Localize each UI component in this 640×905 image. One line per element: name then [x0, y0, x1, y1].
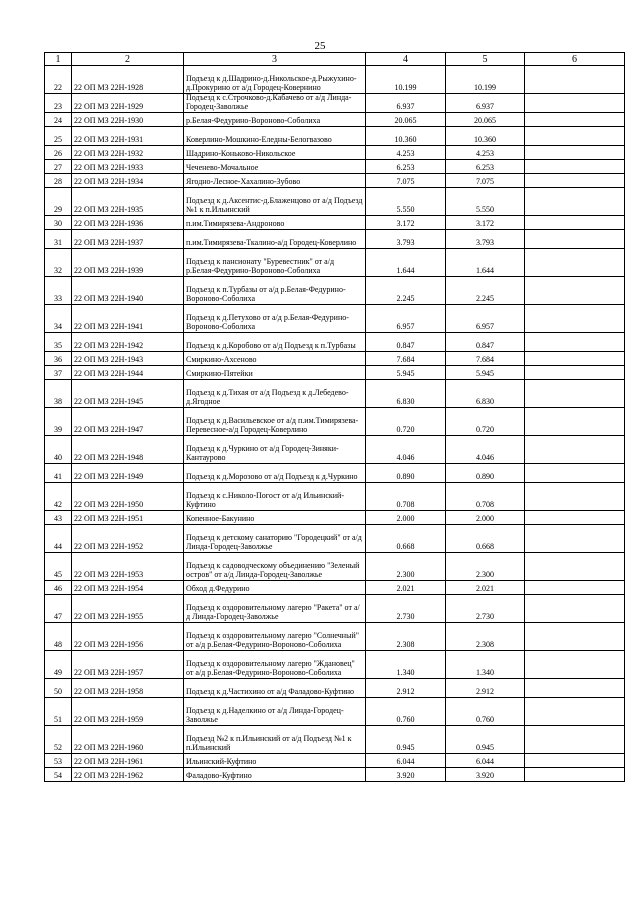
road-code: 22 ОП МЗ 22Н-1936 — [72, 216, 184, 230]
road-length-total: 5.550 — [446, 188, 525, 216]
table-row — [45, 483, 625, 511]
road-length-total: 20.065 — [446, 113, 525, 127]
road-length-total: 3.920 — [446, 768, 525, 782]
road-code: 22 ОП МЗ 22Н-1947 — [72, 408, 184, 436]
road-code: 22 ОП МЗ 22Н-1958 — [72, 679, 184, 698]
road-length-total: 6.957 — [446, 305, 525, 333]
road-name: Подъезд к оздоровительному лагерю "Солнечный" от а/д р.Белая-Федурино-Вороново-Соболиха — [184, 623, 366, 651]
table-row — [45, 436, 625, 464]
road-name: Подъезд к с.Строчково-д.Кабачево от а/д Линда-Городец-Заволжье — [184, 94, 366, 113]
road-notes — [525, 754, 625, 768]
column-header: 2 — [72, 53, 184, 66]
road-length: 7.684 — [366, 352, 446, 366]
road-name: Подъезд к д.Петухово от а/д р.Белая-Федурино-Вороново-Соболиха — [184, 305, 366, 333]
road-name: Подъезд к д.Шадрино-д.Никольское-д.Рыжухино-д.Прокурино от а/д Городец-Ковернино — [184, 66, 366, 94]
road-length-total: 7.075 — [446, 174, 525, 188]
road-code: 22 ОП МЗ 22Н-1944 — [72, 366, 184, 380]
road-length: 2.021 — [366, 581, 446, 595]
road-notes — [525, 483, 625, 511]
road-code: 22 ОП МЗ 22Н-1961 — [72, 754, 184, 768]
road-length-total: 2.912 — [446, 679, 525, 698]
row-number: 30 — [45, 216, 72, 230]
road-notes — [525, 595, 625, 623]
table-row — [45, 230, 625, 249]
road-name: Обход д.Федурино — [184, 581, 366, 595]
road-code: 22 ОП МЗ 22Н-1943 — [72, 352, 184, 366]
row-number: 35 — [45, 333, 72, 352]
row-number: 47 — [45, 595, 72, 623]
road-length-total: 6.937 — [446, 94, 525, 113]
road-length: 1.340 — [366, 651, 446, 679]
table-row — [45, 768, 625, 782]
road-length: 3.793 — [366, 230, 446, 249]
road-length: 4.046 — [366, 436, 446, 464]
road-length: 0.945 — [366, 726, 446, 754]
road-name: п.им.Тимирязева-Ткалино-а/д Городец-Коверлино — [184, 230, 366, 249]
road-name: Подъезд к садоводческому объединению "Зеленый остров" от а/д Линда-Городец-Заволжье — [184, 553, 366, 581]
road-notes — [525, 333, 625, 352]
road-name: Подъезд к д.Морозово от а/д Подъезд к д.Чуркино — [184, 464, 366, 483]
table-row — [45, 188, 625, 216]
table-row — [45, 511, 625, 525]
road-code: 22 ОП МЗ 22Н-1945 — [72, 380, 184, 408]
road-notes — [525, 698, 625, 726]
road-code: 22 ОП МЗ 22Н-1939 — [72, 249, 184, 277]
table-row — [45, 651, 625, 679]
road-name: Подъезд к детскому санаторию "Городецкий" от а/д Линда-Городец-Заволжье — [184, 525, 366, 553]
road-name: Подъезд к д.Тихая от а/д Подъезд к д.Лебедево-д.Ягодное — [184, 380, 366, 408]
road-length: 2.000 — [366, 511, 446, 525]
road-length-total: 0.708 — [446, 483, 525, 511]
table-row — [45, 113, 625, 127]
road-length-total: 7.684 — [446, 352, 525, 366]
row-number: 26 — [45, 146, 72, 160]
road-code: 22 ОП МЗ 22Н-1951 — [72, 511, 184, 525]
road-length-total: 2.000 — [446, 511, 525, 525]
road-name: Подъезд к д.Аксентис-д.Блаженцово от а/д Подъезд №1 к п.Ильинский — [184, 188, 366, 216]
road-notes — [525, 127, 625, 146]
row-number: 25 — [45, 127, 72, 146]
row-number: 39 — [45, 408, 72, 436]
row-number: 42 — [45, 483, 72, 511]
table-row — [45, 525, 625, 553]
page-number: 25 — [314, 40, 326, 52]
road-notes — [525, 436, 625, 464]
road-notes — [525, 230, 625, 249]
row-number: 24 — [45, 113, 72, 127]
table-row — [45, 66, 625, 94]
table-row — [45, 754, 625, 768]
road-notes — [525, 553, 625, 581]
road-notes — [525, 66, 625, 94]
row-number: 27 — [45, 160, 72, 174]
row-number: 32 — [45, 249, 72, 277]
row-number: 31 — [45, 230, 72, 249]
table-row — [45, 408, 625, 436]
road-length: 0.760 — [366, 698, 446, 726]
road-length-total: 0.720 — [446, 408, 525, 436]
row-number: 22 — [45, 66, 72, 94]
row-number: 23 — [45, 94, 72, 113]
road-length: 3.920 — [366, 768, 446, 782]
table-row — [45, 679, 625, 698]
road-notes — [525, 464, 625, 483]
road-length: 2.245 — [366, 277, 446, 305]
road-notes — [525, 679, 625, 698]
table-row — [45, 94, 625, 113]
road-length-total: 0.945 — [446, 726, 525, 754]
road-code: 22 ОП МЗ 22Н-1956 — [72, 623, 184, 651]
road-code: 22 ОП МЗ 22Н-1941 — [72, 305, 184, 333]
road-length-total: 10.360 — [446, 127, 525, 146]
row-number: 54 — [45, 768, 72, 782]
road-name: Подъезд к пансионату "Буревестник" от а/д р.Белая-Федурино-Вороново-Соболиха — [184, 249, 366, 277]
road-notes — [525, 113, 625, 127]
road-length: 5.550 — [366, 188, 446, 216]
road-name: Подъезд к оздоровительному лагерю "Ракета" от а/д Линда-Городец-Заволжье — [184, 595, 366, 623]
row-number: 48 — [45, 623, 72, 651]
road-length: 5.945 — [366, 366, 446, 380]
road-code: 22 ОП МЗ 22Н-1948 — [72, 436, 184, 464]
table-row — [45, 249, 625, 277]
road-code: 22 ОП МЗ 22Н-1953 — [72, 553, 184, 581]
road-notes — [525, 623, 625, 651]
table-row — [45, 366, 625, 380]
road-length-total: 6.044 — [446, 754, 525, 768]
road-notes — [525, 146, 625, 160]
table-row — [45, 553, 625, 581]
row-number: 51 — [45, 698, 72, 726]
roads-table — [44, 52, 625, 782]
road-length: 6.937 — [366, 94, 446, 113]
column-header: 1 — [45, 53, 72, 66]
road-name: Смиркино-Пятейки — [184, 366, 366, 380]
road-notes — [525, 651, 625, 679]
table-row — [45, 380, 625, 408]
road-length: 6.957 — [366, 305, 446, 333]
road-name: п.им.Тимирязева-Андроново — [184, 216, 366, 230]
table-row — [45, 698, 625, 726]
road-length: 7.075 — [366, 174, 446, 188]
row-number: 40 — [45, 436, 72, 464]
road-length: 4.253 — [366, 146, 446, 160]
road-notes — [525, 305, 625, 333]
road-notes — [525, 94, 625, 113]
road-name: Подъезд к оздоровительному лагерю "Ждановец" от а/д р.Белая-Федурино-Вороново-Соболиха — [184, 651, 366, 679]
road-code: 22 ОП МЗ 22Н-1957 — [72, 651, 184, 679]
table-row — [45, 305, 625, 333]
column-header: 4 — [366, 53, 446, 66]
table-row — [45, 333, 625, 352]
road-code: 22 ОП МЗ 22Н-1934 — [72, 174, 184, 188]
road-length-total: 0.760 — [446, 698, 525, 726]
road-notes — [525, 525, 625, 553]
table-row — [45, 623, 625, 651]
row-number: 49 — [45, 651, 72, 679]
road-name: Подъезд к д.Частихино от а/д Фаладово-Куфтино — [184, 679, 366, 698]
road-length: 20.065 — [366, 113, 446, 127]
road-code: 22 ОП МЗ 22Н-1955 — [72, 595, 184, 623]
road-length: 3.172 — [366, 216, 446, 230]
road-notes — [525, 160, 625, 174]
row-number: 43 — [45, 511, 72, 525]
road-name: р.Белая-Федурино-Вороново-Соболиха — [184, 113, 366, 127]
road-length-total: 10.199 — [446, 66, 525, 94]
row-number: 37 — [45, 366, 72, 380]
road-length: 1.644 — [366, 249, 446, 277]
road-length-total: 5.945 — [446, 366, 525, 380]
road-name: Подъезд к с.Николо-Погост от а/д Ильинский-Куфтино — [184, 483, 366, 511]
road-notes — [525, 174, 625, 188]
road-name: Копенное-Бакунино — [184, 511, 366, 525]
road-length: 0.890 — [366, 464, 446, 483]
road-length: 10.360 — [366, 127, 446, 146]
road-length-total: 1.644 — [446, 249, 525, 277]
table-row — [45, 127, 625, 146]
row-number: 44 — [45, 525, 72, 553]
table-row — [45, 174, 625, 188]
road-code: 22 ОП МЗ 22Н-1930 — [72, 113, 184, 127]
column-header: 3 — [184, 53, 366, 66]
road-notes — [525, 216, 625, 230]
column-header: 5 — [446, 53, 525, 66]
road-length: 0.847 — [366, 333, 446, 352]
row-number: 53 — [45, 754, 72, 768]
row-number: 33 — [45, 277, 72, 305]
row-number: 36 — [45, 352, 72, 366]
road-length: 2.300 — [366, 553, 446, 581]
road-code: 22 ОП МЗ 22Н-1935 — [72, 188, 184, 216]
road-name: Коверлино-Мошкино-Еледны-Белогвазово — [184, 127, 366, 146]
road-code: 22 ОП МЗ 22Н-1954 — [72, 581, 184, 595]
road-code: 22 ОП МЗ 22Н-1962 — [72, 768, 184, 782]
road-code: 22 ОП МЗ 22Н-1940 — [72, 277, 184, 305]
table-row — [45, 581, 625, 595]
road-code: 22 ОП МЗ 22Н-1931 — [72, 127, 184, 146]
column-header: 6 — [525, 53, 625, 66]
road-notes — [525, 408, 625, 436]
table-row — [45, 277, 625, 305]
row-number: 38 — [45, 380, 72, 408]
road-length-total: 6.830 — [446, 380, 525, 408]
table-row — [45, 595, 625, 623]
row-number: 50 — [45, 679, 72, 698]
road-code: 22 ОП МЗ 22Н-1929 — [72, 94, 184, 113]
road-length: 0.720 — [366, 408, 446, 436]
road-notes — [525, 581, 625, 595]
road-length: 2.308 — [366, 623, 446, 651]
road-code: 22 ОП МЗ 22Н-1949 — [72, 464, 184, 483]
road-code: 22 ОП МЗ 22Н-1960 — [72, 726, 184, 754]
road-code: 22 ОП МЗ 22Н-1959 — [72, 698, 184, 726]
road-length: 6.253 — [366, 160, 446, 174]
table-header-row — [45, 53, 625, 66]
road-length: 0.708 — [366, 483, 446, 511]
row-number: 45 — [45, 553, 72, 581]
road-name: Подъезд №2 к п.Ильинский от а/д Подъезд №1 к п.Ильинский — [184, 726, 366, 754]
road-code: 22 ОП МЗ 22Н-1933 — [72, 160, 184, 174]
road-name: Ягодно-Лесное-Хахалино-Зубово — [184, 174, 366, 188]
table-row — [45, 464, 625, 483]
road-length-total: 2.300 — [446, 553, 525, 581]
road-length: 6.044 — [366, 754, 446, 768]
road-notes — [525, 366, 625, 380]
road-notes — [525, 511, 625, 525]
table-body — [45, 66, 625, 782]
road-name: Смиркино-Ахсеново — [184, 352, 366, 366]
road-name: Подъезд к д.Васильевское от а/д п.им.Тимирязева-Перевесное-а/д Городец-Коверлино — [184, 408, 366, 436]
road-length-total: 2.021 — [446, 581, 525, 595]
road-name: Шадрино-Коньково-Никольское — [184, 146, 366, 160]
road-code: 22 ОП МЗ 22Н-1937 — [72, 230, 184, 249]
road-length-total: 2.308 — [446, 623, 525, 651]
road-code: 22 ОП МЗ 22Н-1928 — [72, 66, 184, 94]
road-length-total: 2.730 — [446, 595, 525, 623]
road-length-total: 3.793 — [446, 230, 525, 249]
road-name: Подъезд к д.Коробово от а/д Подъезд к п.Турбазы — [184, 333, 366, 352]
road-length-total: 4.046 — [446, 436, 525, 464]
road-length-total: 2.245 — [446, 277, 525, 305]
road-length-total: 0.668 — [446, 525, 525, 553]
road-length-total: 0.847 — [446, 333, 525, 352]
road-length: 2.912 — [366, 679, 446, 698]
road-length: 0.668 — [366, 525, 446, 553]
road-name: Подъезд к д.Чуркино от а/д Городец-Зиняки-Кантаурово — [184, 436, 366, 464]
table-row — [45, 726, 625, 754]
table-row — [45, 352, 625, 366]
road-code: 22 ОП МЗ 22Н-1942 — [72, 333, 184, 352]
road-code: 22 ОП МЗ 22Н-1950 — [72, 483, 184, 511]
road-length: 10.199 — [366, 66, 446, 94]
road-name: Подъезд к д.Наделкино от а/д Линда-Городец-Заволжье — [184, 698, 366, 726]
road-notes — [525, 277, 625, 305]
road-notes — [525, 380, 625, 408]
row-number: 28 — [45, 174, 72, 188]
road-notes — [525, 768, 625, 782]
road-length-total: 6.253 — [446, 160, 525, 174]
road-notes — [525, 352, 625, 366]
row-number: 34 — [45, 305, 72, 333]
road-name: Фаладово-Куфтино — [184, 768, 366, 782]
road-name: Ильинский-Куфтино — [184, 754, 366, 768]
road-notes — [525, 188, 625, 216]
road-name: Подъезд к п.Турбазы от а/д р.Белая-Федурино-Вороново-Соболиха — [184, 277, 366, 305]
road-code: 22 ОП МЗ 22Н-1952 — [72, 525, 184, 553]
road-length: 2.730 — [366, 595, 446, 623]
table-row — [45, 146, 625, 160]
road-name: Чеченево-Мочальное — [184, 160, 366, 174]
row-number: 46 — [45, 581, 72, 595]
road-length-total: 4.253 — [446, 146, 525, 160]
road-length-total: 1.340 — [446, 651, 525, 679]
row-number: 41 — [45, 464, 72, 483]
row-number: 52 — [45, 726, 72, 754]
road-notes — [525, 726, 625, 754]
table-row — [45, 160, 625, 174]
road-length-total: 3.172 — [446, 216, 525, 230]
row-number: 29 — [45, 188, 72, 216]
road-length-total: 0.890 — [446, 464, 525, 483]
road-length: 6.830 — [366, 380, 446, 408]
road-notes — [525, 249, 625, 277]
road-code: 22 ОП МЗ 22Н-1932 — [72, 146, 184, 160]
table-row — [45, 216, 625, 230]
